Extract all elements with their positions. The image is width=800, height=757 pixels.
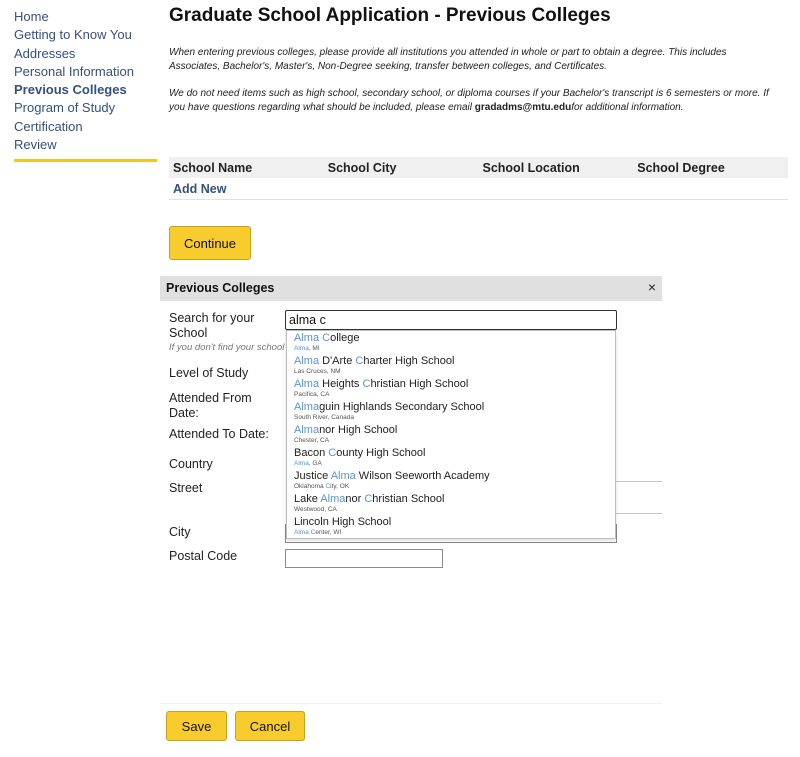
- page-title: Graduate School Application - Previous Colleges: [169, 5, 611, 26]
- column-school-degree: School Degree: [637, 160, 725, 175]
- country-label: Country: [169, 457, 213, 471]
- autocomplete-item-name: Justice Alma Wilson Seeworth Academy: [294, 470, 490, 482]
- sidebar-item-program-of-study[interactable]: Program of Study: [14, 100, 116, 116]
- column-school-city: School City: [327, 160, 397, 175]
- autocomplete-item-location: Oklahoma City, OK: [294, 483, 350, 490]
- autocomplete-item-name: Bacon County High School: [294, 447, 426, 459]
- save-button[interactable]: Save: [166, 711, 227, 741]
- dialog-header: [160, 276, 662, 301]
- attended-from-label: Attended From Date:: [169, 391, 252, 420]
- colleges-table-row: [169, 179, 788, 200]
- sidebar-item-addresses[interactable]: Addresses: [14, 45, 76, 61]
- postal-code-input[interactable]: [285, 549, 443, 568]
- autocomplete-item[interactable]: [287, 354, 615, 377]
- cancel-button[interactable]: Cancel: [235, 711, 305, 741]
- search-school-label: Search for your School: [169, 311, 255, 340]
- instructions-paragraph-1: When entering previous colleges, please provide all institutions you attended in whole or part to obtain a degree. This includes Associates, Bachelor's, Master's, Non-Degree seeking, transfer between colleges, and Certificates.: [169, 47, 727, 72]
- continue-button[interactable]: Continue: [169, 226, 251, 260]
- autocomplete-item-name: Alma College: [294, 332, 360, 344]
- column-school-location: School Location: [482, 160, 580, 175]
- autocomplete-item[interactable]: [287, 377, 615, 400]
- autocomplete-item[interactable]: [287, 400, 615, 423]
- level-of-study-label: Level of Study: [169, 366, 249, 380]
- dialog-title: Previous Colleges: [166, 281, 275, 295]
- autocomplete-item-location: Alma, MI: [294, 345, 320, 352]
- autocomplete-item-location: South River, Canada: [294, 414, 354, 421]
- instructions-text-end: for additional information.: [571, 101, 684, 113]
- sidebar-item-home[interactable]: Home: [14, 9, 49, 24]
- street-field-edge: [616, 481, 662, 482]
- street-field-edge-2: [616, 513, 662, 514]
- column-school-name: School Name: [173, 160, 253, 175]
- colleges-table-header: [169, 157, 788, 178]
- sidebar-item-previous-colleges[interactable]: Previous Colleges: [14, 82, 127, 98]
- sidebar-underline: [14, 159, 157, 162]
- autocomplete-item[interactable]: [287, 469, 615, 492]
- autocomplete-item-location: Chester, CA: [294, 437, 330, 444]
- postal-code-label: Postal Code: [169, 549, 238, 563]
- city-label: City: [169, 525, 191, 539]
- autocomplete-item-name: Almaguin Highlands Secondary School: [294, 401, 485, 413]
- school-autocomplete-list: [286, 330, 616, 539]
- school-search-input[interactable]: [285, 310, 617, 330]
- contact-email: gradadms@mtu.edu: [474, 101, 572, 113]
- autocomplete-item[interactable]: [287, 331, 615, 354]
- autocomplete-item[interactable]: [287, 515, 615, 538]
- close-icon[interactable]: ×: [647, 279, 656, 295]
- autocomplete-item-location: Alma, GA: [294, 460, 322, 467]
- autocomplete-item[interactable]: [287, 446, 615, 469]
- sidebar-item-certification[interactable]: Certification: [14, 118, 83, 134]
- attended-to-label: Attended To Date:: [169, 427, 269, 441]
- autocomplete-item[interactable]: [287, 492, 615, 515]
- instructions-text: We do not need items such as high school, secondary school, or diploma courses if your Bachelor's transcript is 6 semesters or more. If you have questions regarding what should be included, please email: [169, 88, 769, 113]
- autocomplete-item-location: Alma Center, WI: [294, 529, 342, 536]
- autocomplete-item-name: Alma Heights Christian High School: [294, 378, 469, 390]
- autocomplete-item-location: Pacifica, CA: [294, 391, 330, 398]
- autocomplete-item-name: Lake Almanor Christian School: [294, 493, 445, 505]
- add-new-link[interactable]: Add New: [173, 182, 227, 196]
- instructions-paragraph-2: [169, 87, 769, 114]
- sidebar-item-getting-to-know-you[interactable]: Getting to Know You: [14, 27, 132, 43]
- search-hint: If you don't find your school: [169, 342, 285, 353]
- autocomplete-item-name: Almanor High School: [294, 424, 398, 436]
- autocomplete-item-location: Westwood, CA: [294, 506, 337, 513]
- autocomplete-item-location: Las Cruces, NM: [294, 368, 341, 375]
- autocomplete-item-name: Lincoln High School: [294, 516, 392, 528]
- autocomplete-item[interactable]: [287, 423, 615, 446]
- sidebar-nav: [14, 8, 157, 162]
- sidebar-item-review[interactable]: Review: [14, 137, 57, 153]
- autocomplete-item-name: Alma D'Arte Charter High School: [294, 355, 455, 367]
- street-label: Street: [169, 481, 203, 495]
- dialog-footer-divider: [160, 703, 662, 704]
- sidebar-item-personal-information[interactable]: Personal Information: [14, 63, 134, 79]
